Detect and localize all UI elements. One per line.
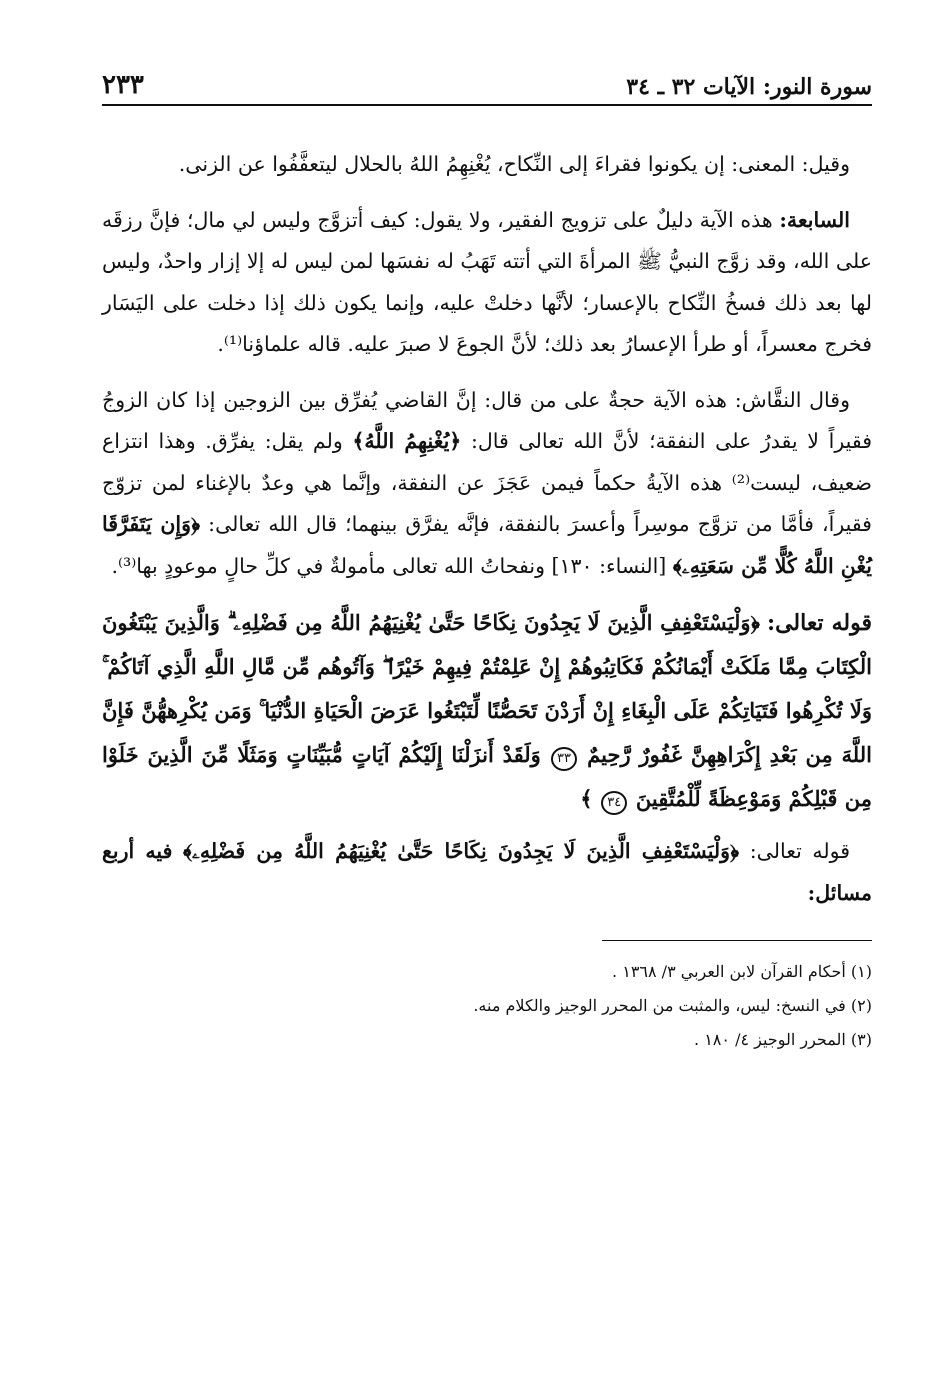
footnotes (102, 955, 872, 1057)
quran-quote: ﴿يُغْنِهِمُ اللَّهُ﴾ (352, 429, 462, 453)
paragraph-2: السابعة: هذه الآية دليلٌ على تزويج الفقير، ولا يقول: كيف أتزوَّج وليس لي مال؛ فإنَّ رزقَه على الله، وقد زوَّج النبيُّ ﷺ المرأةَ التي أتته تَهَبُ له نفسَها لمن ليس له إلا إزار واحدٌ، وليس لها بعد ذلك فسخُ النِّكاح بالإعسار؛ لأنَّها دخلتْ عليه، وإنما يكون ذلك إذا دخلت على اليَسَار فخرج معسراً، أو طرأ الإعسارُ بعد ذلك؛ لأنَّ الجوعَ لا صبرَ عليه. قاله علماؤنا⁽¹⁾. (102, 207, 872, 356)
quran-quote: ﴿وَإِن يَتَفَرَّقَا يُغْنِ اللَّهُ كُلًّا مِّن سَعَتِهِۦ﴾ (102, 512, 872, 578)
main-text (102, 144, 872, 914)
running-title: سورة النور: الآيات ٣٢ ـ ٣٤ (626, 74, 872, 100)
verse-number-marker: ٣٣ (551, 747, 577, 771)
footnote-divider (602, 940, 872, 941)
page-number: ٢٣٣ (102, 70, 144, 100)
footnote-1: (١) أحكام القرآن لابن العربي ٣/ ١٣٦٨ . (612, 962, 872, 981)
point-heading: السابعة: (779, 207, 850, 232)
verse-block (102, 601, 872, 821)
footnote-3: (٣) المحرر الوجيز ٤/ ١٨٠ . (694, 1030, 872, 1049)
book-page (102, 60, 872, 1057)
footnote-2: (٢) في النسخ: ليس، والمثبت من المحرر الوجيز والكلام منه. (473, 996, 872, 1015)
quran-quote: ﴿وَلْيَسْتَعْفِفِ الَّذِينَ لَا يَجِدُونَ نِكَاحًا حَتَّىٰ يُغْنِيَهُمُ اللَّهُ مِن فَضْلِهِۦ﴾ (182, 839, 740, 863)
verse-comment: قوله تعالى: ﴿وَلْيَسْتَعْفِفِ الَّذِينَ لَا يَجِدُونَ نِكَاحًا حَتَّىٰ يُغْنِيَهُمُ اللَّهُ مِن فَضْلِهِۦ﴾ فيه أربع مسائل: (102, 839, 872, 905)
paragraph-1: وقيل: المعنى: إن يكونوا فقراءَ إلى النِّكاح، يُغْنِهِمُ اللهُ بالحلال ليتعفَّفُوا عن الزنى. (178, 152, 850, 176)
verse-close-bracket: ﴾ (580, 786, 593, 811)
verse-lead: قوله تعالى: (766, 610, 872, 636)
verse-text: وَلَقَدْ أَنزَلْنَا إِلَيْكُمْ آيَاتٍ مُّبَيِّنَاتٍ وَمَثَلًا مِّنَ الَّذِينَ خَلَوْا مِن قَبْلِكُمْ وَمَوْعِظَةً لِّلْمُتَّقِينَ (102, 742, 872, 811)
paragraph-3: وقال النقَّاش: هذه الآية حجةٌ على من قال: إنَّ القاضي يُفرِّق بين الزوجين إذا كان الزوجُ فقيراً لا يقدرُ على النفقة؛ لأنَّ الله تعالى قال: ﴿يُغْنِهِمُ اللَّهُ﴾ ولم يقل: يفرِّق. وهذا انتزاع ضعيف، ليست⁽²⁾ هذه الآيةُ حكماً فيمن عَجَزَ عن النفقة، وإنَّما هي وعدٌ بالإغناء لمن تزوّج فقيراً، فأمَّا من تزوَّج موسِراً وأعسرَ بالنفقة، فإنَّه يفرَّق بينهما؛ قال الله تعالى: ﴿وَإِن يَتَفَرَّقَا يُغْنِ اللَّهُ كُلًّا مِّن سَعَتِهِۦ﴾ [النساء: ١٣٠] ونفحاتُ الله تعالى مأمولةٌ في كلِّ حالٍ موعودٍ بها⁽³⁾. (102, 387, 872, 578)
verse-number-marker: ٣٤ (601, 791, 627, 815)
verse-text: ﴿وَلْيَسْتَعْفِفِ الَّذِينَ لَا يَجِدُونَ نِكَاحًا حَتَّىٰ يُغْنِيَهُمُ اللَّهُ مِن فَضْلِهِۦ ۗ وَالَّذِينَ يَبْتَغُونَ الْكِتَابَ مِمَّا مَلَكَتْ أَيْمَانُكُمْ فَكَاتِبُوهُمْ إِنْ عَلِمْتُمْ فِيهِمْ خَيْرًا ۖ وَآتُوهُم مِّن مَّالِ اللَّهِ الَّذِي آتَاكُمْ ۚ وَلَا تُكْرِهُوا فَتَيَاتِكُمْ عَلَى الْبِغَاءِ إِنْ أَرَدْنَ تَحَصُّنًا لِّتَبْتَغُوا عَرَضَ الْحَيَاةِ الدُّنْيَا ۚ وَمَن يُكْرِههُّنَّ فَإِنَّ اللَّهَ مِن بَعْدِ إِكْرَاهِهِنَّ غَفُورٌ رَّحِيمٌ (102, 610, 872, 767)
page-header (102, 60, 872, 106)
